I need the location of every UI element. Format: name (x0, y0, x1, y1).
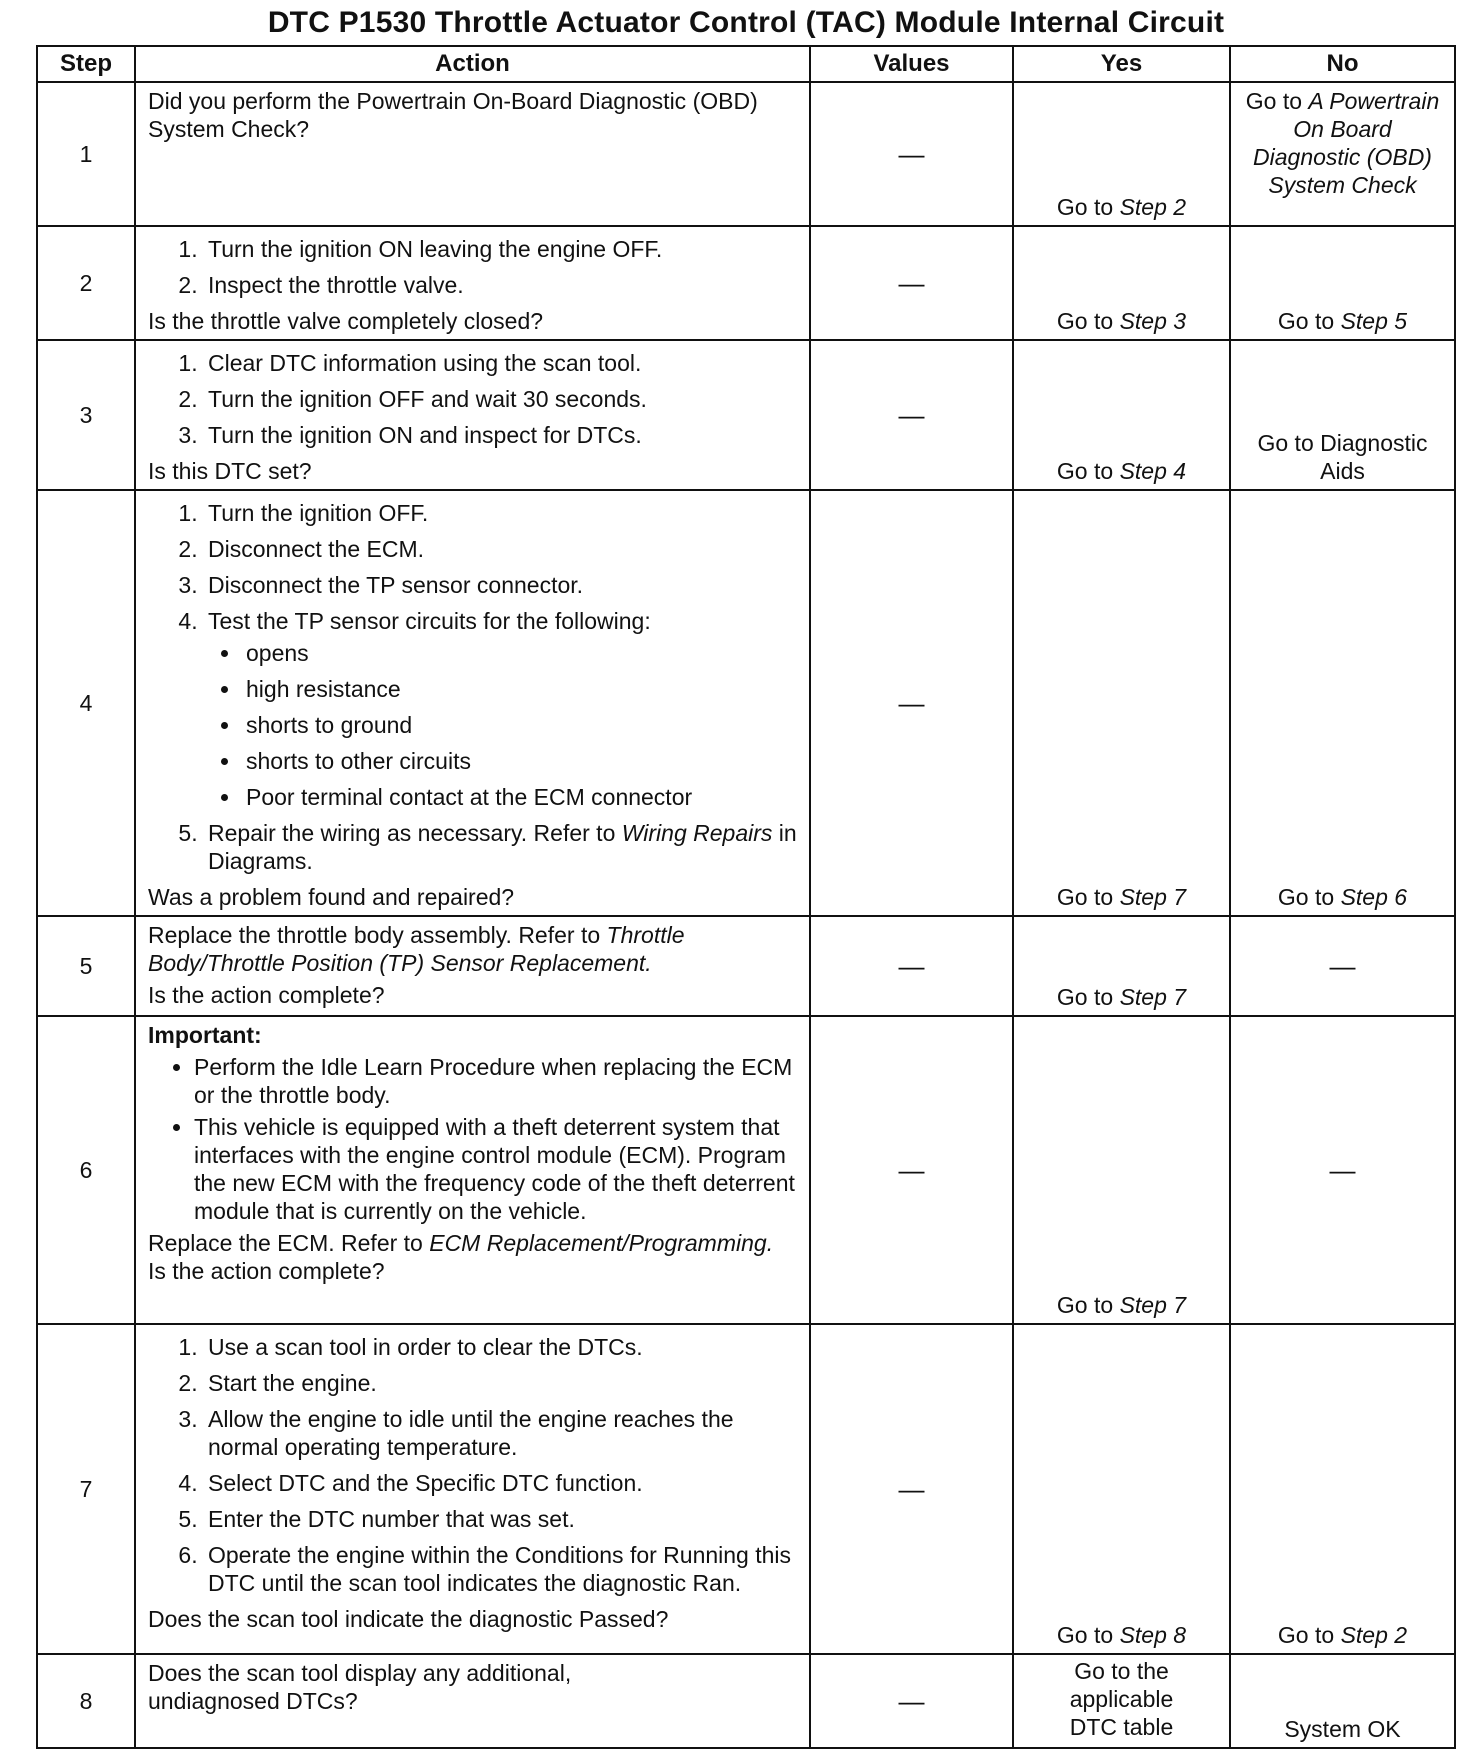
no-ref: Step 2 (1340, 1622, 1408, 1648)
sub-item: • opens (242, 639, 799, 667)
action-item: 3. Allow the engine to idle until the engine reaches the normal operating temperature. (204, 1405, 799, 1461)
yes-lead: Go to (1056, 194, 1114, 220)
table-row (37, 82, 1455, 226)
no-cell (1230, 1324, 1455, 1654)
step-number: 2 (37, 226, 135, 340)
no-lead: Go to (1277, 1622, 1335, 1648)
action-ref: ECM Replacement/Programming. (429, 1230, 774, 1256)
table-row (37, 490, 1455, 916)
values-cell: — (810, 82, 1013, 226)
step-number: 5 (37, 916, 135, 1016)
important-item: • This vehicle is equipped with a theft deterrent system that interfaces with the engine control module (ECM). Program the new ECM with the frequency code of the theft deterrent module that is currently on the vehicle. (194, 1113, 799, 1225)
header-row (37, 46, 1455, 82)
important-label: Important: (148, 1022, 262, 1048)
no-cell (1230, 490, 1455, 916)
yes-cell (1013, 226, 1230, 340)
action-item: 3. Disconnect the TP sensor connector. (204, 571, 799, 599)
step-number: 4 (37, 490, 135, 916)
values-cell: — (810, 226, 1013, 340)
question-text: Is this DTC set? (148, 458, 312, 484)
action-list (148, 235, 799, 299)
step-number: 1 (37, 82, 135, 226)
no-cell: System OK (1230, 1654, 1455, 1748)
action-cell (135, 82, 810, 226)
step-number: 3 (37, 340, 135, 490)
yes-lead: Go to (1056, 984, 1114, 1010)
table-row (37, 916, 1455, 1016)
values-cell: — (810, 1016, 1013, 1324)
sub-item: • Poor terminal contact at the ECM connector (242, 783, 799, 811)
no-lead: Go to (1277, 308, 1335, 334)
table-row (37, 1654, 1455, 1748)
header-step: Step (37, 46, 135, 82)
action-list (148, 499, 799, 875)
yes-ref: Step 3 (1119, 308, 1187, 334)
yes-cell (1013, 340, 1230, 490)
action-cell (135, 916, 810, 1016)
action-item: 3. Turn the ignition ON and inspect for DTCs. (204, 421, 799, 449)
sub-item: • shorts to ground (242, 711, 799, 739)
action-item: 1. Turn the ignition ON leaving the engine OFF. (204, 235, 799, 263)
values-cell: — (810, 490, 1013, 916)
action-cell (135, 340, 810, 490)
important-item: • Perform the Idle Learn Procedure when replacing the ECM or the throttle body. (194, 1053, 799, 1109)
action-cell (135, 226, 810, 340)
action-item-tail: in Diagrams. (208, 820, 797, 874)
question-text: Is the action complete? (148, 1258, 385, 1284)
page-title: DTC P1530 Throttle Actuator Control (TAC) Module Internal Circuit (267, 6, 1225, 39)
sub-item: • high resistance (242, 675, 799, 703)
question-text: Did you perform the Powertrain On-Board Diagnostic (OBD) System Check? (148, 88, 758, 142)
values-cell: — (810, 916, 1013, 1016)
action-cell (135, 1016, 810, 1324)
yes-cell: Go to the applicable DTC table (1013, 1654, 1230, 1748)
yes-cell (1013, 82, 1230, 226)
action-item: 5. Enter the DTC number that was set. (204, 1505, 799, 1533)
action-lead: Replace the throttle body assembly. Refer to (148, 922, 601, 948)
no-ref: A Powertrain On Board Diagnostic (OBD) System Check (1253, 88, 1440, 198)
no-ref: Step 6 (1340, 884, 1408, 910)
no-lead: Go to (1277, 884, 1335, 910)
no-cell (1230, 226, 1455, 340)
no-cell (1230, 82, 1455, 226)
header-action: Action (135, 46, 810, 82)
yes-ref: Step 8 (1119, 1622, 1187, 1648)
yes-lead: Go to (1056, 1622, 1114, 1648)
diagnostic-table (36, 45, 1456, 1749)
table-row (37, 226, 1455, 340)
action-item: 1. Clear DTC information using the scan tool. (204, 349, 799, 377)
no-lead: Go to (1245, 88, 1303, 114)
action-item-lead: Repair the wiring as necessary. Refer to (208, 820, 616, 846)
header-yes: Yes (1013, 46, 1230, 82)
action-item-ref: Wiring Repairs (621, 820, 773, 846)
action-item: 1. Turn the ignition OFF. (204, 499, 799, 527)
question-text: Does the scan tool indicate the diagnostic Passed? (148, 1606, 669, 1632)
no-cell: — (1230, 1016, 1455, 1324)
action-cell (135, 490, 810, 916)
values-cell: — (810, 1654, 1013, 1748)
action-cell (135, 1654, 810, 1748)
no-ref: Step 5 (1340, 308, 1408, 334)
yes-cell (1013, 490, 1230, 916)
yes-lead: Go to (1056, 884, 1114, 910)
sub-item: • shorts to other circuits (242, 747, 799, 775)
question-text: Is the action complete? (148, 982, 385, 1008)
table-row (37, 1324, 1455, 1654)
yes-cell (1013, 1324, 1230, 1654)
no-cell: — (1230, 916, 1455, 1016)
action-list (148, 349, 799, 449)
action-item-text: Test the TP sensor circuits for the following: (208, 608, 651, 634)
step-number: 7 (37, 1324, 135, 1654)
action-text (148, 921, 799, 977)
step-number: 6 (37, 1016, 135, 1324)
action-item: 2. Turn the ignition OFF and wait 30 seconds. (204, 385, 799, 413)
yes-ref: Step 7 (1119, 984, 1187, 1010)
question-text: Is the throttle valve completely closed? (148, 308, 544, 334)
yes-lead: Go to (1056, 308, 1114, 334)
action-cell (135, 1324, 810, 1654)
yes-lead: Go to (1056, 1292, 1114, 1318)
action-item: 2. Disconnect the ECM. (204, 535, 799, 563)
header-no: No (1230, 46, 1455, 82)
sub-list (208, 639, 799, 811)
step-number: 8 (37, 1654, 135, 1748)
action-item (204, 819, 799, 875)
question-text: Was a problem found and repaired? (148, 884, 515, 910)
action-item (204, 607, 799, 811)
header-values: Values (810, 46, 1013, 82)
action-text (148, 1229, 799, 1257)
yes-cell (1013, 1016, 1230, 1324)
action-ref: Throttle Body/Throttle Position (TP) Sensor Replacement. (148, 922, 685, 976)
yes-cell (1013, 916, 1230, 1016)
yes-ref: Step 2 (1119, 194, 1187, 220)
action-item: 4. Select DTC and the Specific DTC function. (204, 1469, 799, 1497)
action-item: 2. Inspect the throttle valve. (204, 271, 799, 299)
table-row (37, 340, 1455, 490)
values-cell: — (810, 340, 1013, 490)
action-item: 6. Operate the engine within the Conditions for Running this DTC until the scan tool indicates the diagnostic Ran. (204, 1541, 799, 1597)
yes-ref: Step 7 (1119, 1292, 1187, 1318)
yes-ref: Step 4 (1119, 458, 1187, 484)
yes-lead: Go to (1056, 458, 1114, 484)
important-list (148, 1053, 799, 1225)
action-list (148, 1333, 799, 1597)
table-row (37, 1016, 1455, 1324)
question-text: Does the scan tool display any additional, undiagnosed DTCs? (148, 1660, 572, 1714)
action-item: 1. Use a scan tool in order to clear the DTCs. (204, 1333, 799, 1361)
yes-ref: Step 7 (1119, 884, 1187, 910)
action-lead: Replace the ECM. Refer to (148, 1230, 423, 1256)
action-item: 2. Start the engine. (204, 1369, 799, 1397)
no-cell: Go to Diagnostic Aids (1230, 340, 1455, 490)
values-cell: — (810, 1324, 1013, 1654)
